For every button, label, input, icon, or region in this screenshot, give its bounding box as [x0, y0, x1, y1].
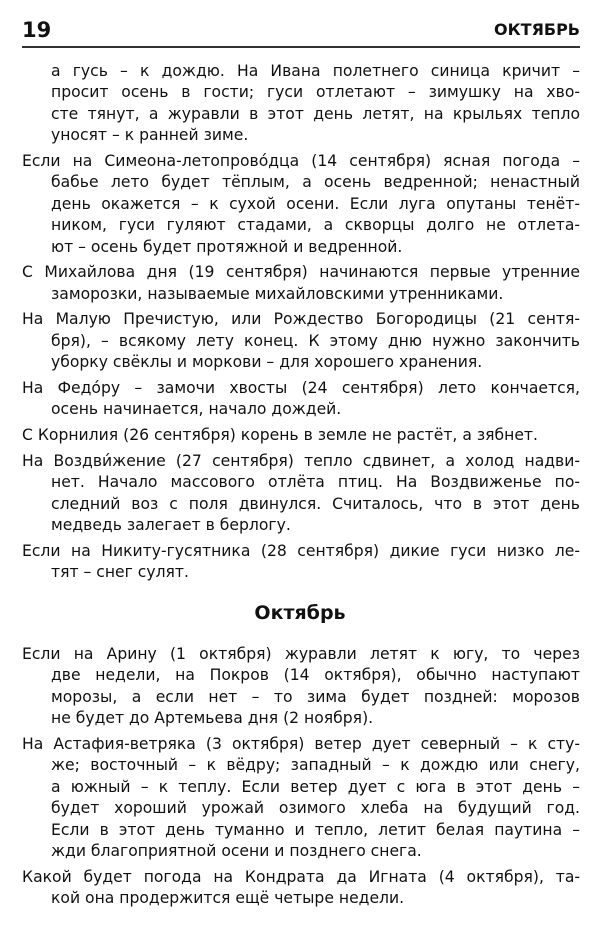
text-line: просит осень в гости; гуси отлетают – зимушку на хво-	[51, 83, 580, 102]
text-line: Какой будет погода на Кондрата да Игната (4 октября), та-	[22, 867, 580, 886]
text-line: На Малую Пречистую, или Рождество Богородицы (21 сентя-	[22, 310, 580, 329]
text-line: Если в этот день туманно и тепло, летит белая паутина –	[51, 820, 580, 839]
text-line: осень начинается, начало дождей.	[51, 400, 342, 419]
paragraph	[22, 309, 580, 373]
paragraph	[22, 734, 580, 862]
text-line: день окажется – к сухой осени. Если луга опутаны тенёт-	[51, 194, 580, 213]
text-line: будет хороший урожай озимого хлеба на будущий год.	[51, 799, 580, 818]
page-number: 19	[22, 18, 52, 42]
paragraph	[22, 644, 580, 730]
text-line: кой она продержится ещё четыре недели.	[51, 889, 405, 908]
text-line: не будет до Артемьева дня (2 ноября).	[51, 709, 374, 728]
paragraph	[22, 61, 580, 147]
text-line: нет. Начало массового отлёта птиц. На Воздвиженье по-	[51, 473, 580, 492]
paragraph	[22, 262, 580, 305]
text-line: сте тянут, а журавли в этот день летят, на крыльях тепло	[51, 104, 580, 123]
paragraph	[22, 425, 580, 446]
text-line: следний воз с поля двинулся. Считалось, что в этот день	[51, 494, 580, 513]
text-line: С Михайлова дня (19 сентября) начинаются первые утренние	[22, 263, 580, 282]
running-title: ОКТЯБРЬ	[493, 20, 580, 39]
text-line: На Воздви́жение (27 сентября) тепло сдвинет, а холод надви-	[22, 451, 580, 470]
text-line: медведь залегает в берлогу.	[51, 516, 291, 535]
text-line: С Корнилия (26 сентября) корень в земле не растёт, а зябнет.	[22, 426, 538, 445]
text-line: уборку свёклы и моркови – для хорошего хранения.	[51, 353, 483, 372]
text-line: На Астафия-ветряка (3 октября) ветер дует северный – к сту-	[22, 734, 580, 753]
paragraph	[22, 867, 580, 910]
text-line: же; восточный – к вёдру; западный – к дождю или снегу,	[51, 756, 580, 775]
paragraph	[22, 378, 580, 421]
text-line: ют – осень будет протяжной и ведренной.	[51, 237, 403, 256]
text-line: а гусь – к дождю. На Ивана полетнего синица кричит –	[51, 62, 580, 80]
text-line: заморозки, называемые михайловскими утренниками.	[51, 284, 504, 303]
text-line: ником, гуси гуляют стадами, а скворцы долго не отлета-	[51, 216, 580, 235]
paragraph	[22, 451, 580, 537]
paragraph	[22, 541, 580, 584]
section-heading-october: Октябрь	[254, 602, 346, 624]
text-line: тят – снег сулят.	[51, 563, 189, 582]
section-september	[22, 61, 580, 584]
text-line: две недели, на Покров (14 октября), обычно наступают	[51, 666, 580, 685]
text-line: бря), – всякому лету конец. К этому дню нужно закончить	[51, 331, 580, 350]
section-october	[22, 644, 580, 909]
text-line: На Федо́ру – замочи хвосты (24 сентября) лето кончается,	[22, 379, 580, 398]
text-line: бабье лето будет тёплым, а осень ведренной; ненастный	[51, 173, 580, 192]
text-line: жди благоприятной осени и позднего снега.	[51, 841, 422, 860]
text-line: морозы, а если нет – то зима будет поздней: морозов	[51, 687, 580, 706]
text-line: Если на Никиту-гусятника (28 сентября) дикие гуси низко ле-	[22, 541, 580, 560]
header-rule	[22, 46, 580, 48]
text-line: а южный – к теплу. Если ветер дует с юга в этот день –	[51, 777, 580, 796]
text-line: уносят – к ранней зиме.	[51, 126, 249, 145]
paragraph	[22, 151, 580, 258]
text-line: Если на Симеона-летопрово́дца (14 сентября) ясная погода –	[22, 151, 580, 170]
text-line: Если на Арину (1 октября) журавли летят к югу, то через	[22, 645, 580, 663]
